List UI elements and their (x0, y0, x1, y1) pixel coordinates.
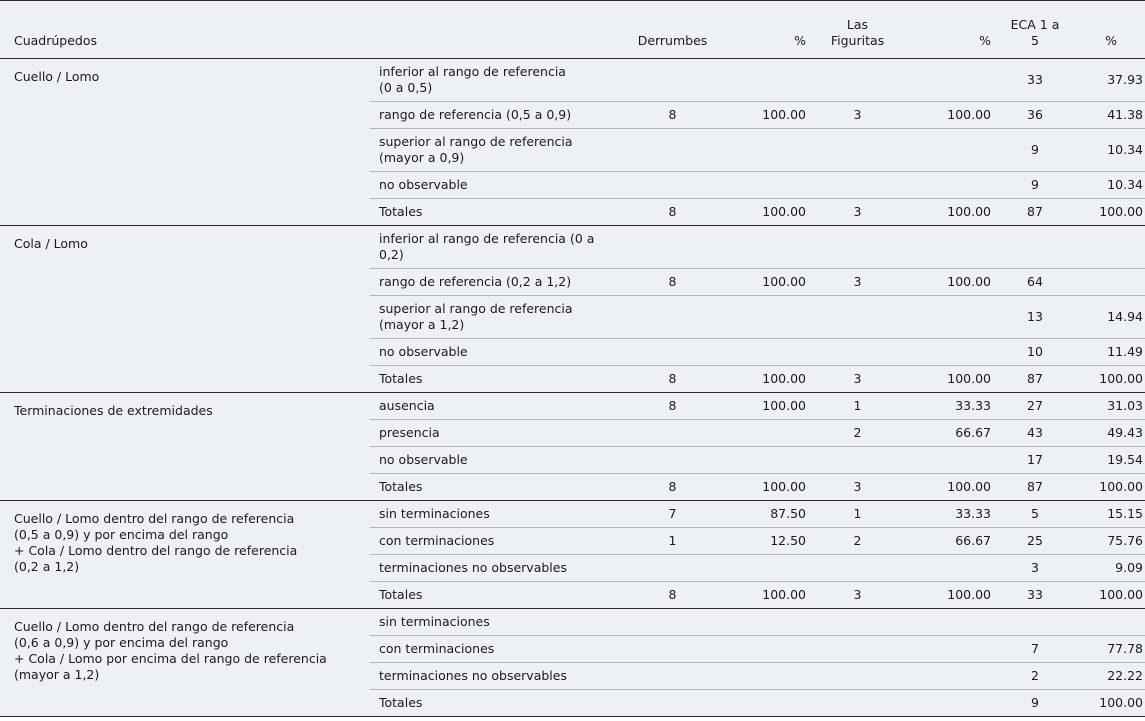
cell-eca: 3 (995, 555, 1075, 582)
table-body (0, 59, 1145, 717)
category-label: con terminaciones (370, 636, 625, 663)
cell-eca: 36 (995, 102, 1075, 129)
cell-eca: 5 (995, 501, 1075, 528)
cell-pct-derrumbes (720, 172, 810, 199)
cell-las-figuritas (810, 636, 905, 663)
cell-las-figuritas (810, 555, 905, 582)
table-row (0, 501, 1145, 528)
cell-las-figuritas (810, 663, 905, 690)
cell-pct-figuritas (905, 555, 995, 582)
cell-eca: 25 (995, 528, 1075, 555)
cell-pct-derrumbes (720, 59, 810, 102)
cell-eca: 87 (995, 366, 1075, 393)
cell-pct-eca (1075, 226, 1145, 269)
cell-pct-figuritas (905, 129, 995, 172)
header-pct-eca: % (1075, 1, 1145, 59)
cell-pct-figuritas (905, 663, 995, 690)
cell-pct-derrumbes: 87.50 (720, 501, 810, 528)
cell-derrumbes (625, 339, 720, 366)
totals-label: Totales (370, 582, 625, 609)
cell-derrumbes: 8 (625, 102, 720, 129)
cell-eca: 27 (995, 393, 1075, 420)
table-row (0, 226, 1145, 269)
cell-eca: 64 (995, 269, 1075, 296)
table-row (0, 609, 1145, 636)
header-derrumbes: Derrumbes (625, 1, 720, 59)
category-label: no observable (370, 172, 625, 199)
category-label: ausencia (370, 393, 625, 420)
cell-pct-eca: 100.00 (1075, 199, 1145, 226)
totals-label: Totales (370, 474, 625, 501)
cell-las-figuritas: 2 (810, 528, 905, 555)
cell-pct-figuritas (905, 690, 995, 717)
cell-las-figuritas: 3 (810, 102, 905, 129)
cell-pct-eca: 15.15 (1075, 501, 1145, 528)
table-row (0, 59, 1145, 102)
category-label: con terminaciones (370, 528, 625, 555)
cell-pct-derrumbes (720, 663, 810, 690)
cell-pct-derrumbes (720, 609, 810, 636)
cell-pct-eca: 49.43 (1075, 420, 1145, 447)
cell-las-figuritas (810, 690, 905, 717)
cell-pct-figuritas (905, 636, 995, 663)
group-label: Cuello / Lomo (0, 59, 370, 226)
cell-eca: 2 (995, 663, 1075, 690)
cell-derrumbes (625, 226, 720, 269)
cell-pct-figuritas: 33.33 (905, 393, 995, 420)
cell-las-figuritas: 3 (810, 199, 905, 226)
cell-las-figuritas: 1 (810, 501, 905, 528)
cell-las-figuritas: 3 (810, 366, 905, 393)
cell-eca: 33 (995, 59, 1075, 102)
cell-las-figuritas: 2 (810, 420, 905, 447)
category-label: presencia (370, 420, 625, 447)
cell-derrumbes: 1 (625, 528, 720, 555)
cell-pct-figuritas: 100.00 (905, 199, 995, 226)
cell-eca (995, 226, 1075, 269)
cell-pct-derrumbes (720, 555, 810, 582)
cell-eca: 17 (995, 447, 1075, 474)
cell-pct-figuritas: 66.67 (905, 420, 995, 447)
cell-pct-eca (1075, 609, 1145, 636)
cell-las-figuritas: 3 (810, 269, 905, 296)
cell-pct-eca: 41.38 (1075, 102, 1145, 129)
cell-pct-figuritas (905, 296, 995, 339)
cell-pct-derrumbes: 100.00 (720, 199, 810, 226)
cell-pct-eca: 31.03 (1075, 393, 1145, 420)
cell-las-figuritas: 1 (810, 393, 905, 420)
cell-las-figuritas: 3 (810, 582, 905, 609)
totals-label: Totales (370, 690, 625, 717)
group-label: Terminaciones de extremidades (0, 393, 370, 501)
cell-pct-eca: 14.94 (1075, 296, 1145, 339)
cell-pct-derrumbes: 100.00 (720, 102, 810, 129)
cell-pct-derrumbes (720, 129, 810, 172)
cell-pct-derrumbes: 12.50 (720, 528, 810, 555)
cell-pct-derrumbes: 100.00 (720, 393, 810, 420)
cell-pct-eca: 19.54 (1075, 447, 1145, 474)
cell-eca: 10 (995, 339, 1075, 366)
cell-derrumbes (625, 129, 720, 172)
cell-pct-derrumbes (720, 296, 810, 339)
totals-label: Totales (370, 199, 625, 226)
header-pct-figuritas: % (905, 1, 995, 59)
category-label: no observable (370, 447, 625, 474)
group-label: Cola / Lomo (0, 226, 370, 393)
cell-pct-figuritas (905, 339, 995, 366)
cell-pct-figuritas: 100.00 (905, 474, 995, 501)
cell-las-figuritas (810, 172, 905, 199)
cell-derrumbes: 8 (625, 393, 720, 420)
category-label: superior al rango de referencia (mayor a 1,2) (370, 296, 625, 339)
cell-las-figuritas (810, 59, 905, 102)
cell-pct-derrumbes: 100.00 (720, 474, 810, 501)
cell-eca: 13 (995, 296, 1075, 339)
cell-pct-figuritas (905, 59, 995, 102)
table-row (0, 393, 1145, 420)
cell-pct-eca: 100.00 (1075, 474, 1145, 501)
category-label: sin terminaciones (370, 609, 625, 636)
cell-pct-derrumbes (720, 636, 810, 663)
cell-pct-figuritas: 100.00 (905, 366, 995, 393)
cell-derrumbes (625, 172, 720, 199)
cell-pct-figuritas (905, 609, 995, 636)
cell-derrumbes: 8 (625, 199, 720, 226)
cell-derrumbes (625, 296, 720, 339)
cell-derrumbes: 8 (625, 269, 720, 296)
cell-derrumbes (625, 636, 720, 663)
category-label: superior al rango de referencia (mayor a 0,9) (370, 129, 625, 172)
cell-derrumbes: 8 (625, 366, 720, 393)
cell-derrumbes (625, 59, 720, 102)
group-label: Cuello / Lomo dentro del rango de referencia (0,6 a 0,9) y por encima del rango + Cola / Lomo por encima del rango de referencia (mayor a 1,2) (0, 609, 370, 717)
cell-pct-figuritas (905, 226, 995, 269)
category-label: terminaciones no observables (370, 555, 625, 582)
cell-pct-eca: 77.78 (1075, 636, 1145, 663)
cell-las-figuritas (810, 339, 905, 366)
header-eca: ECA 1 a 5 (995, 1, 1075, 59)
cell-pct-derrumbes: 100.00 (720, 366, 810, 393)
cell-eca (995, 609, 1075, 636)
cell-pct-figuritas: 33.33 (905, 501, 995, 528)
cell-pct-eca (1075, 269, 1145, 296)
cell-las-figuritas (810, 129, 905, 172)
cell-pct-eca: 10.34 (1075, 172, 1145, 199)
header-las-figuritas: Las Figuritas (810, 1, 905, 59)
cell-eca: 87 (995, 199, 1075, 226)
cell-eca: 9 (995, 690, 1075, 717)
category-label: terminaciones no observables (370, 663, 625, 690)
cell-derrumbes (625, 690, 720, 717)
cell-pct-eca: 10.34 (1075, 129, 1145, 172)
cell-pct-derrumbes (720, 690, 810, 717)
totals-label: Totales (370, 366, 625, 393)
cell-eca: 43 (995, 420, 1075, 447)
cell-eca: 9 (995, 172, 1075, 199)
category-label: rango de referencia (0,2 a 1,2) (370, 269, 625, 296)
cell-pct-eca: 100.00 (1075, 366, 1145, 393)
category-label: rango de referencia (0,5 a 0,9) (370, 102, 625, 129)
cell-pct-figuritas: 100.00 (905, 102, 995, 129)
cell-pct-figuritas (905, 447, 995, 474)
cell-pct-derrumbes: 100.00 (720, 582, 810, 609)
cell-pct-eca: 100.00 (1075, 690, 1145, 717)
cell-eca: 33 (995, 582, 1075, 609)
cell-pct-eca: 11.49 (1075, 339, 1145, 366)
cell-pct-eca: 22.22 (1075, 663, 1145, 690)
cell-pct-figuritas (905, 172, 995, 199)
category-label: inferior al rango de referencia (0 a 0,2) (370, 226, 625, 269)
category-label: no observable (370, 339, 625, 366)
header-pct-derrumbes: % (720, 1, 810, 59)
cell-pct-derrumbes: 100.00 (720, 269, 810, 296)
table-header (0, 1, 1145, 59)
cell-derrumbes (625, 555, 720, 582)
cell-pct-eca: 100.00 (1075, 582, 1145, 609)
cell-eca: 87 (995, 474, 1075, 501)
cell-derrumbes (625, 447, 720, 474)
cell-derrumbes: 8 (625, 474, 720, 501)
cell-las-figuritas (810, 609, 905, 636)
cell-eca: 9 (995, 129, 1075, 172)
cell-pct-eca: 37.93 (1075, 59, 1145, 102)
cell-pct-figuritas: 100.00 (905, 582, 995, 609)
cell-pct-derrumbes (720, 226, 810, 269)
group-label: Cuello / Lomo dentro del rango de referencia (0,5 a 0,9) y por encima del rango + Cola / Lomo dentro del rango de referencia (0,2 a 1,2) (0, 501, 370, 609)
cell-pct-eca: 75.76 (1075, 528, 1145, 555)
cell-las-figuritas (810, 296, 905, 339)
header-category (370, 1, 625, 59)
cell-pct-figuritas: 100.00 (905, 269, 995, 296)
category-label: inferior al rango de referencia (0 a 0,5) (370, 59, 625, 102)
cell-derrumbes: 8 (625, 582, 720, 609)
cell-pct-figuritas: 66.67 (905, 528, 995, 555)
cell-pct-derrumbes (720, 420, 810, 447)
cell-derrumbes (625, 663, 720, 690)
category-label: sin terminaciones (370, 501, 625, 528)
cell-pct-eca: 9.09 (1075, 555, 1145, 582)
cell-derrumbes (625, 609, 720, 636)
cell-las-figuritas: 3 (810, 474, 905, 501)
header-cuadrupedos: Cuadrúpedos (0, 1, 370, 59)
cell-las-figuritas (810, 447, 905, 474)
cell-pct-derrumbes (720, 339, 810, 366)
cell-pct-derrumbes (720, 447, 810, 474)
cell-eca: 7 (995, 636, 1075, 663)
cell-las-figuritas (810, 226, 905, 269)
cell-derrumbes: 7 (625, 501, 720, 528)
cell-derrumbes (625, 420, 720, 447)
